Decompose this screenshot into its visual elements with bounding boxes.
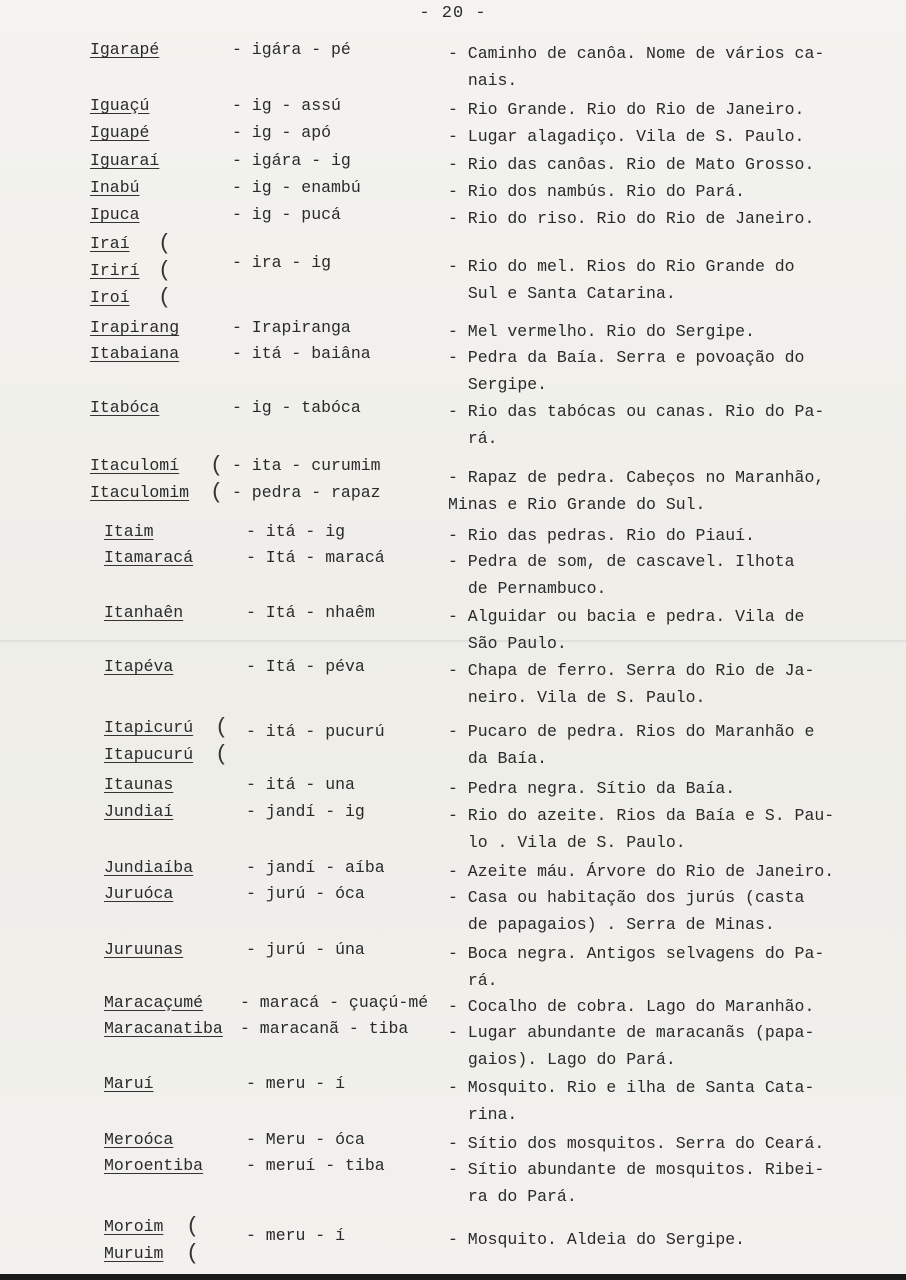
entry-meaning: - Mosquito. Rio e ilha de Santa Cata- rina. (448, 1078, 815, 1124)
entry-etymology (232, 253, 331, 280)
term-name: Jundiaí (104, 802, 174, 821)
entry-meaning: - Rio dos nambús. Rio do Pará. (448, 182, 746, 201)
etymology-line: - ig - apó (232, 123, 332, 142)
term-name: Itapicurú (104, 718, 194, 737)
entry-etymology (246, 940, 365, 967)
entry-term (90, 456, 189, 510)
term-name: Meroóca (104, 1130, 174, 1149)
term-name: Itapéva (104, 657, 174, 676)
page-bottom-edge (0, 1274, 906, 1280)
entry-meaning: - Casa ou habitação dos jurús (casta de papagaios) . Serra de Minas. (448, 888, 805, 934)
entry-meaning: - Rio Grande. Rio do Rio de Janeiro. (448, 100, 805, 119)
entry-etymology (246, 775, 355, 802)
entry-etymology (232, 344, 371, 371)
entry-meaning: - Chapa de ferro. Serra do Rio de Ja- neiro. Vila de S. Paulo. (448, 661, 815, 707)
entry-term (104, 1156, 203, 1183)
entry-etymology (246, 657, 365, 684)
etymology-line: - jandí - aíba (246, 858, 385, 877)
term-name: Juruóca (104, 884, 174, 903)
entry-meaning: - Cocalho de cobra. Lago do Maranhão. (448, 997, 815, 1016)
entry-meaning: - Lugar alagadiço. Vila de S. Paulo. (448, 127, 805, 146)
etymology-line: - meru - í (246, 1074, 346, 1093)
brace-mark: ( (158, 285, 172, 310)
etymology-line: - jandí - ig (246, 802, 365, 821)
etymology-line: - ig - assú (232, 96, 341, 115)
entry-meaning: - Mel vermelho. Rio do Sergipe. (448, 322, 755, 341)
brace-mark: ( (210, 480, 224, 505)
entry-term (104, 657, 173, 684)
entry-meaning: - Rio das pedras. Rio do Piauí. (448, 526, 755, 545)
entry-etymology (246, 548, 385, 575)
entry-etymology (232, 318, 351, 345)
etymology-line: - itá - baiâna (232, 344, 371, 363)
entry-meaning: - Sítio dos mosquitos. Serra do Ceará. (448, 1134, 825, 1153)
entry-term (104, 1074, 154, 1101)
entry-meaning: - Rapaz de pedra. Cabeços no Maranhão, Minas e Rio Grande do Sul. (448, 468, 825, 514)
entry-etymology (232, 456, 381, 510)
entry-term (90, 318, 179, 345)
etymology-line: - itá - una (246, 775, 355, 794)
term-name: Itaim (104, 522, 154, 541)
term-name: Itabóca (90, 398, 160, 417)
term-name: Itaculomí (90, 456, 180, 475)
entry-term (104, 858, 193, 885)
entry-term (90, 234, 140, 315)
term-name: Ipuca (90, 205, 140, 224)
etymology-line: - jurú - úna (246, 940, 365, 959)
entry-meaning: - Caminho de canôa. Nome de vários ca- nais. (448, 44, 825, 90)
term-name: Iguapé (90, 123, 150, 142)
term-name: Itaunas (104, 775, 174, 794)
term-name: Moroentiba (104, 1156, 204, 1175)
entry-term (90, 344, 179, 371)
term-name: Irapirang (90, 318, 180, 337)
entry-term (104, 993, 203, 1020)
term-name: Itabaiana (90, 344, 180, 363)
entry-etymology (246, 802, 365, 829)
entry-meaning: - Alguidar ou bacia e pedra. Vila de São Paulo. (448, 607, 805, 653)
entry-term (104, 884, 173, 911)
entry-etymology (240, 993, 428, 1020)
entry-term (104, 718, 193, 772)
entry-etymology (240, 1019, 408, 1046)
term-name: Inabú (90, 178, 140, 197)
brace-mark: ( (215, 715, 229, 740)
entry-term (90, 205, 140, 232)
term-name: Muruim (104, 1244, 164, 1263)
entry-meaning: - Rio do azeite. Rios da Baía e S. Pau- lo . Vila de S. Paulo. (448, 806, 835, 852)
entry-term (90, 123, 149, 150)
entry-term (104, 548, 193, 575)
entry-term (104, 1130, 173, 1157)
etymology-line: - Itá - maracá (246, 548, 385, 567)
entry-meaning: - Rio do mel. Rios do Rio Grande do Sul e Santa Catarina. (448, 257, 795, 303)
etymology-line: - pedra - rapaz (232, 483, 381, 502)
brace-mark: ( (215, 742, 229, 767)
brace-mark: ( (158, 231, 172, 256)
entry-etymology (232, 151, 351, 178)
entry-meaning: - Rio das canôas. Rio de Mato Grosso. (448, 155, 815, 174)
entry-etymology (246, 722, 385, 749)
term-name: Irirí (90, 261, 140, 280)
entry-meaning: - Mosquito. Aldeia do Sergipe. (448, 1230, 746, 1249)
etymology-line: - ig - enambú (232, 178, 361, 197)
page-number: - 20 - (419, 4, 487, 23)
entry-etymology (246, 1074, 345, 1101)
entry-etymology (232, 96, 341, 123)
term-name: Maruí (104, 1074, 154, 1093)
brace-mark: ( (186, 1241, 200, 1266)
entry-term (104, 1019, 223, 1046)
entry-term (90, 40, 159, 67)
brace-mark: ( (186, 1214, 200, 1239)
entry-etymology (232, 205, 341, 232)
entry-etymology (232, 40, 351, 67)
term-name: Iguaçú (90, 96, 150, 115)
term-name: Iguaraí (90, 151, 160, 170)
term-name: Moroim (104, 1217, 164, 1236)
entry-meaning: - Lugar abundante de maracanãs (papa- gaios). Lago do Pará. (448, 1023, 815, 1069)
entry-term (104, 1217, 163, 1271)
entry-term (90, 398, 159, 425)
etymology-line: - Itá - péva (246, 657, 365, 676)
term-name: Juruunas (104, 940, 184, 959)
term-name: Itaculomim (90, 483, 190, 502)
entry-etymology (246, 603, 375, 630)
entry-etymology (232, 178, 361, 205)
entry-term (104, 603, 183, 630)
entry-meaning: - Azeite máu. Árvore do Rio de Janeiro. (448, 862, 835, 881)
etymology-line: - jurú - óca (246, 884, 365, 903)
entry-etymology (232, 398, 361, 425)
term-name: Iraí (90, 234, 130, 253)
entry-etymology (246, 1226, 345, 1253)
term-name: Iroí (90, 288, 130, 307)
term-name: Itanhaên (104, 603, 184, 622)
entry-meaning: - Rio do riso. Rio do Rio de Janeiro. (448, 209, 815, 228)
etymology-line: - maracá - çuaçú-mé (240, 993, 429, 1012)
entry-etymology (246, 858, 385, 885)
entry-etymology (246, 1130, 365, 1157)
entry-etymology (246, 884, 365, 911)
entry-meaning: - Pedra da Baía. Serra e povoação do Sergipe. (448, 348, 805, 394)
term-name: Itamaracá (104, 548, 194, 567)
entry-term (90, 151, 159, 178)
term-name: Itapucurú (104, 745, 194, 764)
entry-etymology (246, 1156, 385, 1183)
entry-meaning: - Pedra negra. Sítio da Baía. (448, 779, 736, 798)
etymology-line: - meru - í (246, 1226, 346, 1245)
entry-term (104, 522, 154, 549)
etymology-line: - Meru - óca (246, 1130, 365, 1149)
etymology-line: - ig - pucá (232, 205, 341, 224)
etymology-line: - ita - curumim (232, 456, 381, 475)
entry-term (90, 96, 149, 123)
brace-mark: ( (158, 258, 172, 283)
entry-meaning: - Sítio abundante de mosquitos. Ribei- ra do Pará. (448, 1160, 825, 1206)
entry-meaning: - Boca negra. Antigos selvagens do Pa- rá. (448, 944, 825, 990)
etymology-line: - Itá - nhaêm (246, 603, 375, 622)
etymology-line: - maracanã - tiba (240, 1019, 409, 1038)
etymology-line: - ira - ig (232, 253, 332, 272)
entry-meaning: - Pucaro de pedra. Rios do Maranhão e da Baía. (448, 722, 815, 768)
term-name: Jundiaíba (104, 858, 194, 877)
entry-term (90, 178, 140, 205)
entry-meaning: - Pedra de som, de cascavel. Ilhota de Pernambuco. (448, 552, 795, 598)
term-name: Maracaçumé (104, 993, 204, 1012)
etymology-line: - Irapiranga (232, 318, 351, 337)
etymology-line: - ig - tabóca (232, 398, 361, 417)
etymology-line: - igára - ig (232, 151, 351, 170)
entry-etymology (246, 522, 345, 549)
entry-term (104, 775, 173, 802)
entry-term (104, 802, 173, 829)
etymology-line: - itá - pucurú (246, 722, 385, 741)
term-name: Igarapé (90, 40, 160, 59)
entry-etymology (232, 123, 331, 150)
entry-meaning: - Rio das tabócas ou canas. Rio do Pa- rá. (448, 402, 825, 448)
etymology-line: - meruí - tiba (246, 1156, 385, 1175)
term-name: Maracanatiba (104, 1019, 223, 1038)
entry-term (104, 940, 183, 967)
etymology-line: - itá - ig (246, 522, 346, 541)
brace-mark: ( (210, 453, 224, 478)
etymology-line: - igára - pé (232, 40, 351, 59)
